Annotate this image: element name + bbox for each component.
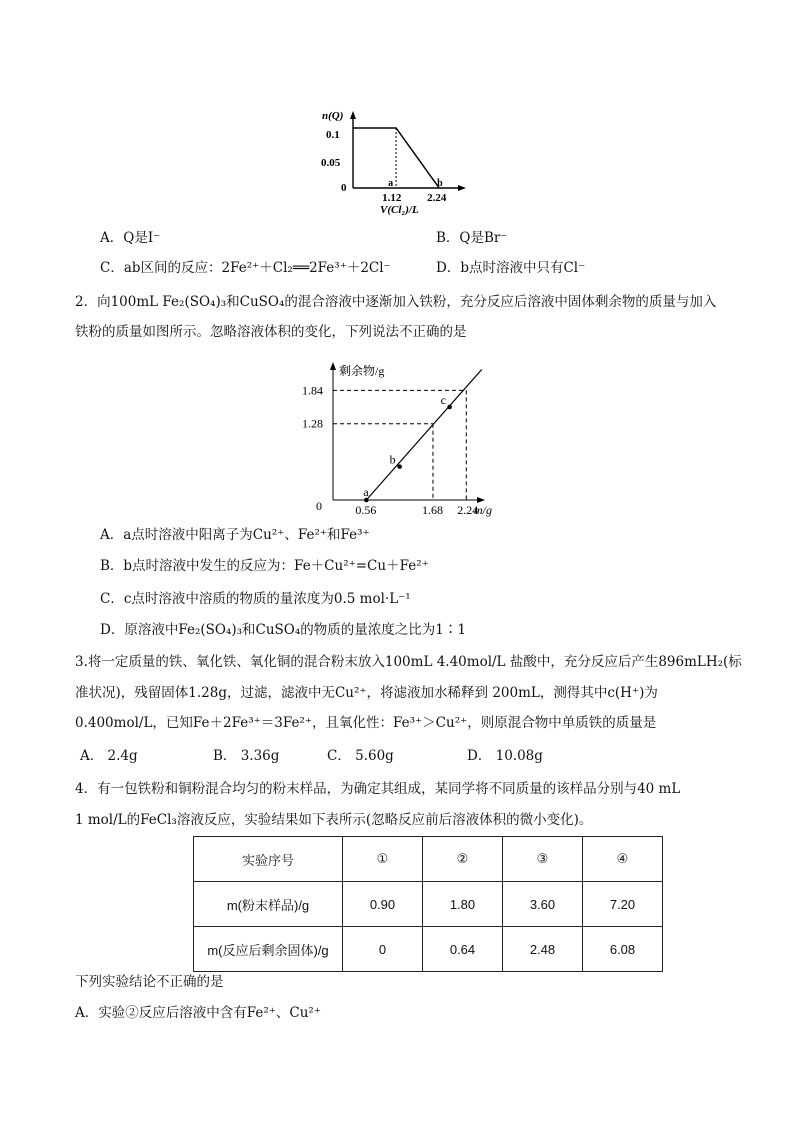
q2-y-tick-1.28: 1.28 [302,416,323,431]
q-y-tick-0.05: 0.05 [321,157,341,169]
table-header-row [194,837,663,882]
table-row [194,927,663,972]
q4-stem-line-2: 1 mol/L的FeCl₃溶液反应，实验结果如下表所示(忽略反应前后溶液体积的微小变化)。 [75,812,593,828]
q2-dashed-guides [333,390,466,500]
chart-q-svg [310,105,485,220]
table-cell: 3.60 [503,882,583,927]
q-x-arrow [458,185,466,191]
q3-option-d[interactable]: D． 10.08g [467,748,543,764]
table-cell: 7.20 [583,882,663,927]
table-cell: m(粉末样品)/g [194,882,343,927]
table-cell: 1.80 [423,882,503,927]
q2-x-tick-1.68: 1.68 [421,503,443,517]
q3-stem-line-1: 3.将一定质量的铁、氧化铁、氧化铜的混合粉末放入100mL 4.40mol/L 盐酸中，充分反应后产生896mLH₂(标 [75,654,742,670]
q3-option-a[interactable]: A． 2.4g [80,748,138,764]
chart-q2-svg [300,357,500,522]
q-y-tick-0: 0 [341,182,347,194]
q2-point-label-b: b [389,452,396,467]
q2-option-a[interactable]: A．a点时溶液中阳离子为Cu²⁺、Fe²⁺和Fe³⁺ [100,527,370,543]
q2-option-d[interactable]: D．原溶液中Fe₂(SO₄)₃和CuSO₄的物质的量浓度之比为1∶1 [100,622,466,638]
q4-option-a[interactable]: A．实验②反应后溶液中含有Fe²⁺、Cu²⁺ [75,1005,321,1021]
q1-option-a[interactable]: A．Q是I⁻ [100,230,161,246]
q1-option-c[interactable]: C．ab区间的反应：2Fe²⁺＋Cl₂══2Fe³⁺＋2Cl⁻ [100,260,391,276]
q-point-label-a: a [388,178,394,189]
q4-results-table [193,836,663,972]
table-cell: 0.64 [423,927,503,972]
q1-option-b[interactable]: B．Q是Br⁻ [436,230,508,246]
q2-y-arrow [330,362,336,370]
table-cell: 0 [343,927,423,972]
q-x-tick-1.12: 1.12 [382,192,402,204]
q2-series-line [366,369,481,500]
q2-option-c[interactable]: C．c点时溶液中溶质的物质的量浓度为0.5 mol·L⁻¹ [100,591,411,607]
table-header-cell: ② [423,837,503,882]
table-header-cell: ③ [503,837,583,882]
table-header-cell: ① [343,837,423,882]
q3-stem-line-2: 准状况)，残留固体1.28g，过滤，滤液中无Cu²⁺，将滤液加水稀释到 200mL，测得其中c(H⁺)为 [75,685,658,701]
q-point-label-b: b [437,178,443,189]
q2-point-b [397,464,402,469]
q4-stem-line-1: 4．有一包铁粉和铜粉混合均匀的粉末样品，为确定其组成，某同学将不同质量的该样品分别与40 mL [75,781,681,797]
q2-point-c [447,405,452,410]
q2-x-label: m/g [474,503,492,517]
q-x-tick-2.24: 2.24 [427,192,447,204]
q2-stem-line-1: 2．向100mL Fe₂(SO₄)₃和CuSO₄的混合溶液中逐渐加入铁粉，充分反应后溶液中固体剩余物的质量与加入 [75,294,717,310]
q4-after-text: 下列实验结论不正确的是 [75,974,224,990]
q2-x-tick-0.56: 0.56 [355,503,377,517]
q1-option-d[interactable]: D．b点时溶液中只有Cl⁻ [436,260,586,276]
table-cell: 2.48 [503,927,583,972]
q3-option-c[interactable]: C． 5.60g [327,748,394,764]
q2-y-tick-0: 0 [316,499,322,513]
q2-y-tick-1.84: 1.84 [302,383,323,398]
table-row [194,882,663,927]
q2-stem-line-2: 铁粉的质量如图所示。忽略溶液体积的变化，下列说法不正确的是 [75,324,467,340]
q3-option-b[interactable]: B． 3.36g [213,748,280,764]
table-header-cell: ④ [583,837,663,882]
q-y-tick-0.1: 0.1 [326,129,340,141]
q2-point-label-a: a [363,485,369,499]
q2-point-label-c: c [440,393,446,408]
q2-option-b[interactable]: B．b点时溶液中发生的反应为：Fe＋Cu²⁺=Cu＋Fe²⁺ [100,558,429,574]
q-y-arrow [350,111,356,119]
table-cell: 0.90 [343,882,423,927]
table-cell: 6.08 [583,927,663,972]
q-y-label: n(Q) [322,110,344,122]
q2-y-label: 剩余物/g [339,364,385,378]
q-x-label: V(Cl₂)/L [380,204,419,216]
q2-x-tick-2.24: 2.24 [457,503,479,517]
table-header-cell: 实验序号 [194,837,343,882]
table-cell: m(反应后剩余固体)/g [194,927,343,972]
q3-stem-line-3: 0.400mol/L，已知Fe＋2Fe³⁺＝3Fe²⁺，且氧化性：Fe³⁺＞Cu²⁺，则原混合物中单质铁的质量是 [75,715,657,731]
